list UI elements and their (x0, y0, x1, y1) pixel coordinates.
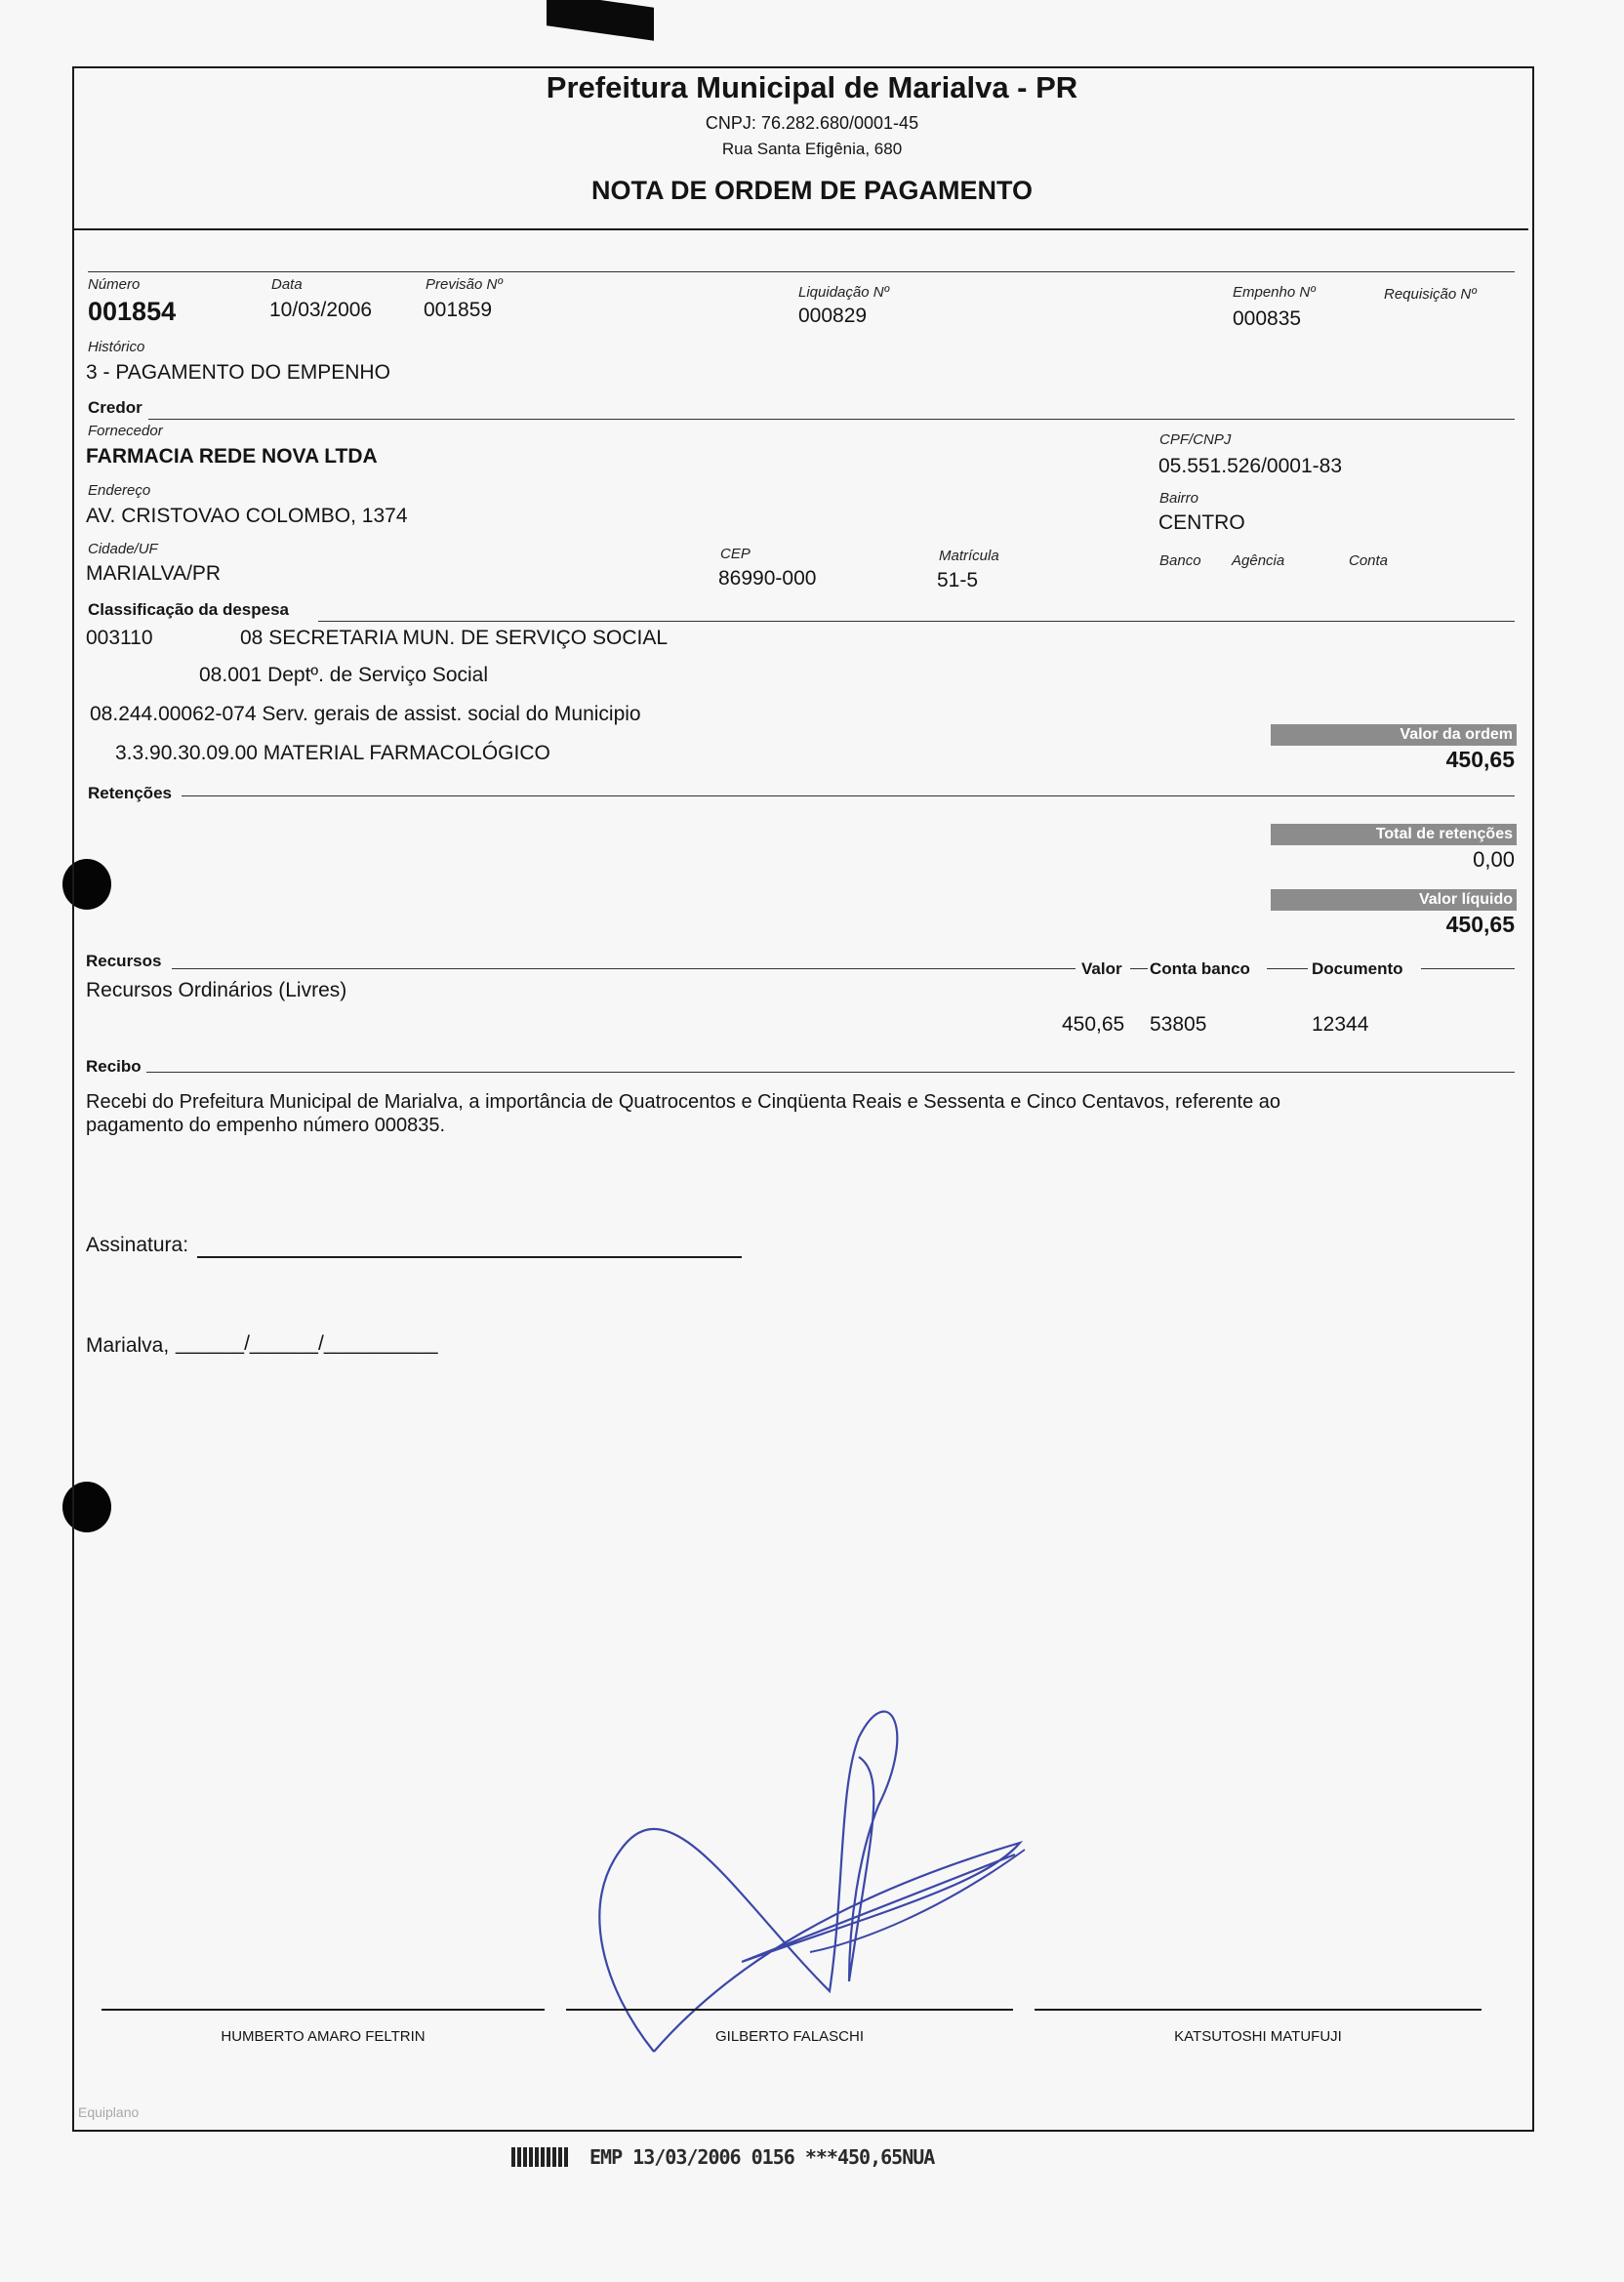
recursos-conta-label: Conta banco (1150, 959, 1250, 978)
signatory-2: GILBERTO FALASCHI (715, 2028, 864, 2045)
assinatura-line (197, 1256, 742, 1258)
cep-label: CEP (720, 546, 751, 562)
retencoes-rule (182, 795, 1515, 796)
previsao-label: Previsão Nº (426, 276, 503, 293)
classificacao-secretaria: 08 SECRETARIA MUN. DE SERVIÇO SOCIAL (240, 627, 669, 649)
recursos-valor-label: Valor (1081, 959, 1122, 978)
municipality-title: Prefeitura Municipal de Marialva - PR (546, 70, 1078, 104)
cidade-label: Cidade/UF (88, 541, 158, 557)
historico-label: Histórico (88, 339, 145, 355)
recursos-fonte: Recursos Ordinários (Livres) (86, 979, 347, 1001)
banco-label: Banco (1159, 552, 1201, 569)
local-data-label: Marialva, (86, 1334, 170, 1357)
fornecedor-label: Fornecedor (88, 423, 163, 439)
liquidacao-value: 000829 (798, 305, 868, 327)
historico-value: 3 - PAGAMENTO DO EMPENHO (86, 361, 390, 384)
recursos-conta: 53805 (1150, 1013, 1207, 1036)
cidade-value: MARIALVA/PR (86, 562, 222, 585)
recibo-text-line1: Recebi do Prefeitura Municipal de Marialva, a importância de Quatrocentos e Cinqüenta Reais e Sessenta e Cinco Centavos, referente ao (86, 1091, 1281, 1113)
credor-rule (148, 419, 1515, 420)
liquidacao-label: Liquidação Nº (798, 284, 890, 301)
matricula-label: Matrícula (939, 548, 999, 564)
valor-ordem-label: Valor da ordem (1271, 724, 1517, 746)
document-title: NOTA DE ORDEM DE PAGAMENTO (590, 176, 1033, 205)
classificacao-section: Classificação da despesa (88, 600, 290, 619)
agencia-label: Agência (1232, 552, 1285, 569)
numero-value: 001854 (88, 297, 177, 326)
data-value: 10/03/2006 (269, 299, 373, 321)
empenho-value: 000835 (1233, 307, 1302, 330)
classificacao-programa: 08.244.00062-074 Serv. gerais de assist. social do Municipio (90, 703, 641, 725)
cnpj-header: CNPJ: 76.282.680/0001-45 (705, 113, 919, 133)
requisicao-label: Requisição Nº (1384, 286, 1477, 303)
recursos-section: Recursos (86, 952, 162, 970)
recibo-section: Recibo (86, 1057, 142, 1076)
bairro-label: Bairro (1159, 490, 1199, 507)
conta-label: Conta (1349, 552, 1389, 569)
recursos-rule-d (1421, 968, 1515, 969)
recursos-documento-label: Documento (1312, 959, 1403, 978)
cpf-label: CPF/CNPJ (1159, 431, 1232, 448)
cpf-value: 05.551.526/0001-83 (1158, 455, 1343, 477)
recursos-rule-a (172, 968, 1076, 969)
recursos-documento: 12344 (1312, 1013, 1369, 1036)
handwritten-signature (566, 1698, 1035, 2069)
address-header: Rua Santa Efigênia, 680 (721, 140, 903, 158)
endereco-value: AV. CRISTOVAO COLOMBO, 1374 (86, 505, 408, 527)
retencoes-section: Retenções (88, 784, 172, 802)
credor-section: Credor (88, 398, 142, 417)
signature-line-3 (1035, 2009, 1482, 2011)
bairro-value: CENTRO (1158, 511, 1245, 534)
data-label: Data (271, 276, 303, 293)
signatory-3: KATSUTOSHI MATUFUJI (1174, 2028, 1342, 2045)
stamp-logo (511, 2147, 568, 2167)
signatory-1: HUMBERTO AMARO FELTRIN (221, 2028, 426, 2045)
fornecedor-value: FARMACIA REDE NOVA LTDA (86, 445, 378, 468)
recibo-text-line2: pagamento do empenho número 000835. (86, 1115, 446, 1136)
classificacao-elemento: 3.3.90.30.09.00 MATERIAL FARMACOLÓGICO (115, 742, 550, 764)
classificacao-rule (318, 621, 1515, 622)
ident-top-rule (88, 271, 1515, 272)
recursos-rule-b (1130, 968, 1148, 969)
signature-line-2 (566, 2009, 1013, 2011)
date-blanks: ______/______/__________ (176, 1332, 438, 1355)
matricula-value: 51-5 (937, 569, 979, 591)
endereco-label: Endereço (88, 482, 151, 499)
scan-mark (547, 0, 654, 41)
recursos-valor: 450,65 (1062, 1013, 1125, 1036)
valor-ordem-value: 450,65 (1445, 747, 1515, 772)
valor-liquido-value: 450,65 (1445, 912, 1515, 937)
assinatura-label: Assinatura: (86, 1234, 189, 1256)
payment-stamp: EMP 13/03/2006 0156 ***450,65NUA (589, 2145, 935, 2169)
software-watermark: Equiplano (78, 2104, 140, 2120)
previsao-value: 001859 (424, 299, 493, 321)
cep-value: 86990-000 (718, 567, 817, 590)
classificacao-departamento: 08.001 Deptº. de Serviço Social (199, 664, 489, 686)
total-retencoes-value: 0,00 (1473, 847, 1515, 872)
classificacao-code: 003110 (86, 627, 153, 649)
empenho-label: Empenho Nº (1233, 284, 1316, 301)
header-divider (74, 228, 1528, 230)
recursos-rule-c (1267, 968, 1308, 969)
recibo-rule (146, 1072, 1515, 1073)
valor-liquido-label: Valor líquido (1271, 889, 1517, 911)
numero-label: Número (88, 276, 141, 293)
signature-line-1 (102, 2009, 545, 2011)
total-retencoes-label: Total de retenções (1271, 824, 1517, 845)
